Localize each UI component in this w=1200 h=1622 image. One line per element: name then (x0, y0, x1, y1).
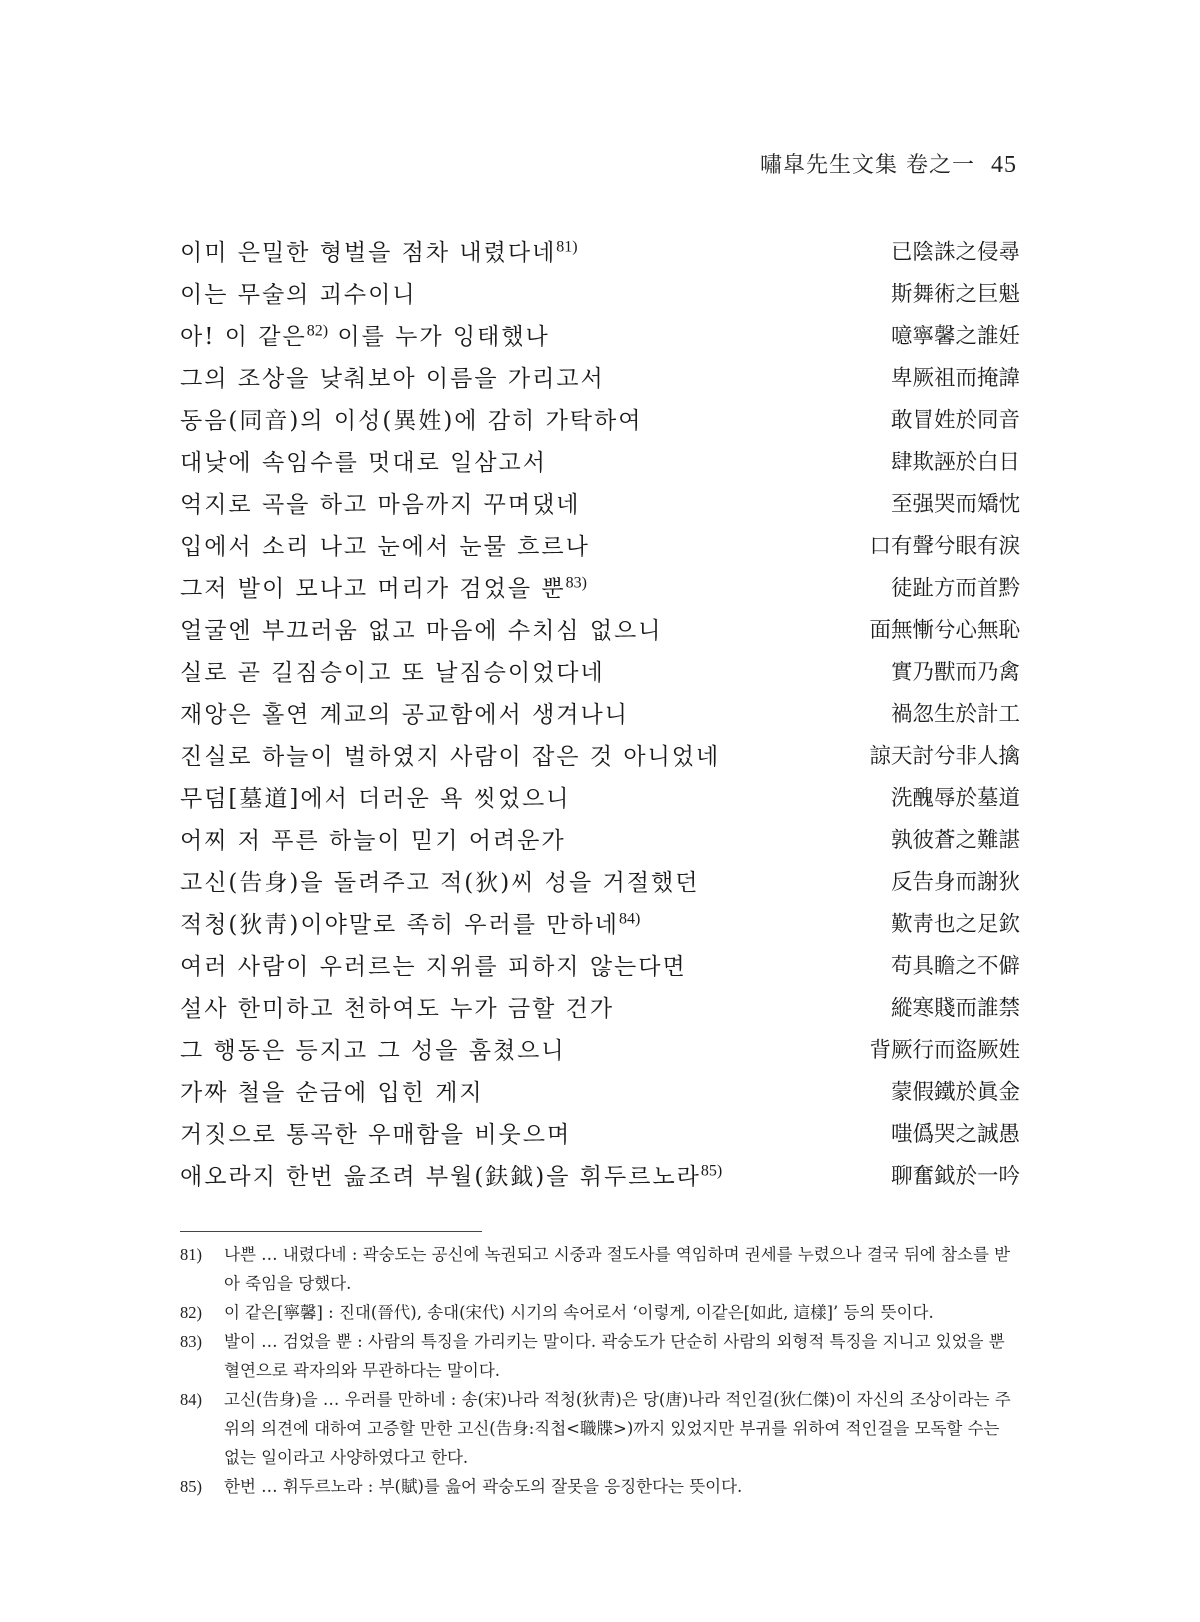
footnote-ref[interactable]: 81) (556, 238, 578, 256)
verse-line (180, 232, 1020, 274)
verse-line (180, 820, 1020, 862)
footnote (180, 1298, 1020, 1327)
footnote-text: 발이 … 검었을 뿐 : 사람의 특징을 가리키는 말이다. 곽숭도가 단순히 사람의 외형적 특징을 지니고 있었을 뿐 혈연으로 곽자의와 무관하다는 말이다. (224, 1332, 1005, 1380)
verse-hanja: 背厥行而盜厥姓 (869, 1038, 1020, 1063)
verse-line (180, 274, 1020, 316)
verse-korean: 아! 이 같은 (180, 324, 307, 350)
footnote-ref[interactable]: 84) (618, 910, 641, 928)
verse-hanja: 敢冒姓於同音 (890, 408, 1020, 433)
verse-line (180, 442, 1020, 484)
verse-line (180, 400, 1020, 442)
footnote (180, 1240, 1020, 1298)
verse-hanja: 卑厥祖而掩諱 (890, 366, 1020, 391)
footnote-ref[interactable]: 82) (306, 322, 329, 340)
verse-korean: 애오라지 한번 읊조려 부월(鈇鉞)을 휘두르노라 (180, 1164, 701, 1190)
footnote-divider (180, 1231, 482, 1232)
verse-hanja: 已陰誅之侵尋 (890, 240, 1020, 265)
verse-korean: 가짜 철을 순금에 입힌 게지 (180, 1080, 484, 1106)
verse-line (180, 778, 1020, 820)
verse-korean: 동음(同音)의 이성(異姓)에 감히 가탁하여 (180, 408, 643, 434)
verse-line (180, 1156, 1020, 1198)
verse-korean-continued: 이를 누가 잉태했나 (328, 324, 550, 350)
verse-korean: 여러 사람이 우러르는 지위를 피하지 않는다면 (180, 954, 687, 980)
verse-hanja: 徒趾方而首黔 (890, 576, 1020, 601)
footnote (180, 1327, 1020, 1385)
verse-korean: 진실로 하늘이 벌하였지 사람이 잡은 것 아니었네 (180, 744, 721, 770)
footnote-number: 82) (180, 1303, 202, 1322)
verse-line (180, 484, 1020, 526)
footnote-text: 한번 … 휘두르노라 : 부(賦)를 읊어 곽숭도의 잘못을 응징한다는 뜻이다. (224, 1477, 743, 1496)
verse-hanja: 縱寒賤而誰禁 (890, 996, 1020, 1021)
verse-korean: 그의 조상을 낮춰보아 이름을 가리고서 (180, 366, 605, 392)
footnote-number: 84) (180, 1390, 202, 1409)
verse-line (180, 862, 1020, 904)
footnote-number: 81) (180, 1245, 202, 1264)
verse-hanja: 諒天討兮非人擒 (869, 744, 1020, 769)
verse-hanja: 歎靑也之足欽 (890, 912, 1020, 937)
verse-line (180, 526, 1020, 568)
verse-hanja: 面無慚兮心無恥 (869, 618, 1020, 643)
page-number: 45 (991, 152, 1017, 178)
verse-line (180, 358, 1020, 400)
verse-line (180, 568, 1020, 610)
verse-korean: 그 행동은 등지고 그 성을 훔쳤으니 (180, 1038, 566, 1064)
verse-hanja: 反告身而謝狄 (890, 870, 1020, 895)
running-header (760, 148, 1017, 179)
verse-korean: 이는 무술의 괴수이니 (180, 282, 417, 308)
verse-hanja: 禍忽生於計工 (890, 702, 1020, 727)
verse-korean: 이미 은밀한 형벌을 점차 내렸다네 (180, 240, 557, 266)
footnote-text: 나쁜 … 내렸다네 : 곽숭도는 공신에 녹권되고 시중과 절도사를 역임하며 권세를 누렸으나 결국 뒤에 참소를 받아 죽임을 당했다. (224, 1245, 1011, 1293)
verse-line (180, 946, 1020, 988)
verse-line (180, 1030, 1020, 1072)
verse-hanja: 嗤僞哭之誠愚 (890, 1122, 1020, 1147)
footnote-list (180, 1240, 1020, 1501)
verse-korean: 어찌 저 푸른 하늘이 믿기 어려운가 (180, 828, 566, 854)
verse-line (180, 736, 1020, 778)
verse-hanja: 孰彼蒼之難諶 (890, 828, 1020, 853)
verse-korean: 거짓으로 통곡한 우매함을 비웃으며 (180, 1122, 572, 1148)
verse-line (180, 1072, 1020, 1114)
verse-hanja: 噫寧馨之誰妊 (890, 324, 1020, 349)
verse-korean: 얼굴엔 부끄러움 없고 마음에 수치심 없으니 (180, 618, 663, 644)
footnote (180, 1385, 1020, 1472)
verse-line (180, 1114, 1020, 1156)
verse-korean: 무덤[墓道]에서 더러운 욕 씻었으니 (180, 786, 571, 812)
verse-korean: 적청(狄靑)이야말로 족히 우러를 만하네 (180, 912, 619, 938)
verse-line (180, 316, 1020, 358)
footnote-text: 이 같은[寧馨] : 진대(晉代), 송대(宋代) 시기의 속어로서 ‘이렇게, 이같은[如此, 這樣]’ 등의 뜻이다. (224, 1303, 934, 1322)
verse-hanja: 聊奮鉞於一吟 (890, 1164, 1020, 1189)
verse-hanja: 至强哭而矯忱 (890, 492, 1020, 517)
book-title: 嘯皐先生文集 卷之一 (760, 153, 975, 178)
verse-korean: 설사 한미하고 천하여도 누가 금할 건가 (180, 996, 615, 1022)
verse-hanja: 斯舞術之巨魁 (890, 282, 1020, 307)
verse-hanja: 肆欺誣於白日 (890, 450, 1020, 475)
verse-korean: 입에서 소리 나고 눈에서 눈물 흐르나 (180, 534, 590, 560)
verse-korean: 그저 발이 모나고 머리가 검었을 뿐 (180, 576, 566, 602)
verse-hanja: 洗醜辱於墓道 (890, 786, 1020, 811)
footnote-text: 고신(告身)을 … 우러를 만하네 : 송(宋)나라 적청(狄靑)은 당(唐)나라 적인걸(狄仁傑)이 자신의 조상이라는 주위의 의견에 대하여 고증할 만한 고신(告身:직첩<職牒>)까지 있었지만 부귀를 위하여 적인걸을 모독할 수는 없는 일이라고 사양하였다고 한다. (224, 1390, 1011, 1467)
verse-line (180, 988, 1020, 1030)
footnote-number: 85) (180, 1477, 202, 1496)
verse-korean: 억지로 곡을 하고 마음까지 꾸며댔네 (180, 492, 581, 518)
verse-korean: 고신(告身)을 돌려주고 적(狄)씨 성을 거절했던 (180, 870, 700, 896)
footnote-ref[interactable]: 83) (565, 574, 587, 592)
verse-korean: 대낮에 속임수를 멋대로 일삼고서 (180, 450, 547, 476)
verse-hanja: 苟具瞻之不僻 (890, 954, 1020, 979)
verse-hanja: 實乃獸而乃禽 (890, 660, 1020, 685)
verse-line (180, 904, 1020, 946)
verse-line (180, 610, 1020, 652)
footnote (180, 1472, 1020, 1501)
footnote-number: 83) (180, 1332, 202, 1351)
verse-line (180, 652, 1020, 694)
verse-list (180, 232, 1020, 1198)
verse-line (180, 694, 1020, 736)
verse-hanja: 蒙假鐵於眞金 (890, 1080, 1020, 1105)
verse-korean: 재앙은 홀연 계교의 공교함에서 생겨나니 (180, 702, 629, 728)
footnote-ref[interactable]: 85) (700, 1162, 723, 1180)
verse-korean: 실로 곧 길짐승이고 또 날짐승이었다네 (180, 660, 605, 686)
verse-hanja: 口有聲兮眼有淚 (869, 534, 1020, 559)
